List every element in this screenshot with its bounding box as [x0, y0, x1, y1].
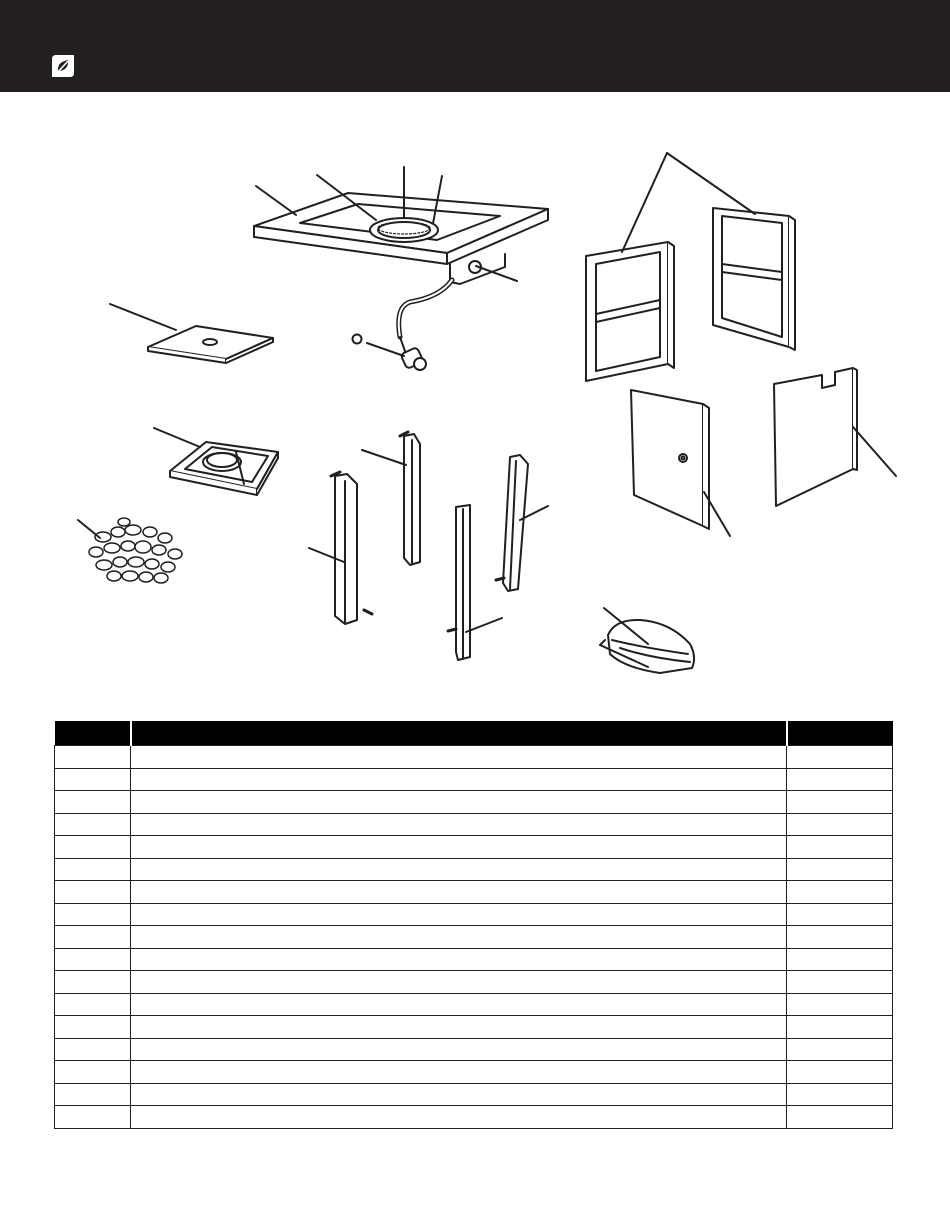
table-row — [55, 1083, 893, 1106]
table-row — [55, 836, 893, 859]
table-cell — [55, 813, 131, 836]
header-bar — [0, 0, 950, 92]
table-cell — [787, 926, 893, 949]
table-cell — [787, 836, 893, 859]
table-cell — [787, 768, 893, 791]
table-cell — [787, 858, 893, 881]
back-panel-icon — [774, 368, 896, 506]
column-header-description — [131, 721, 787, 746]
table-cell — [55, 971, 131, 994]
leg-icon — [496, 455, 548, 591]
table-cell — [55, 948, 131, 971]
table-cell — [787, 971, 893, 994]
table-row — [55, 858, 893, 881]
table-cell — [55, 768, 131, 791]
table-cell — [131, 971, 787, 994]
gas-hose-regulator-icon — [353, 335, 427, 371]
table-row — [55, 768, 893, 791]
exploded-parts-diagram — [0, 92, 950, 712]
table-cell — [131, 1106, 787, 1129]
table-cell — [787, 791, 893, 814]
leg-icon — [362, 432, 420, 565]
table-row — [55, 1038, 893, 1061]
table-row — [55, 1106, 893, 1129]
table-cell — [55, 993, 131, 1016]
table-cell — [55, 903, 131, 926]
table-cell — [131, 746, 787, 769]
table-cell — [131, 858, 787, 881]
parts-list-table — [54, 721, 893, 1129]
table-cell — [131, 1083, 787, 1106]
table-row — [55, 926, 893, 949]
table-cell — [55, 1106, 131, 1129]
table-row — [55, 948, 893, 971]
leaf-badge-icon — [51, 54, 75, 78]
lava-rocks-icon — [78, 518, 182, 583]
lid-cover-plate-icon — [110, 304, 273, 363]
table-cell — [131, 768, 787, 791]
table-row — [55, 993, 893, 1016]
table-cell — [55, 1083, 131, 1106]
table-cell — [55, 791, 131, 814]
table-cell — [131, 948, 787, 971]
table-cell — [55, 1061, 131, 1084]
leg-icon — [448, 505, 502, 660]
table-cell — [131, 881, 787, 904]
table-row — [55, 1061, 893, 1084]
table-cell — [131, 836, 787, 859]
table-cell — [55, 1016, 131, 1039]
table-cell — [131, 1061, 787, 1084]
table-cell — [131, 926, 787, 949]
table-cell — [131, 903, 787, 926]
table-cell — [787, 1016, 893, 1039]
door-panel-icon — [631, 390, 730, 536]
table-cell — [787, 1106, 893, 1129]
table-cell — [787, 903, 893, 926]
table-cell — [787, 1038, 893, 1061]
column-header-quantity — [787, 721, 893, 746]
table-cell — [55, 926, 131, 949]
table-cell — [787, 1061, 893, 1084]
table-cell — [131, 791, 787, 814]
table-cell — [787, 993, 893, 1016]
table-cell — [131, 1016, 787, 1039]
table-row — [55, 1016, 893, 1039]
table-cell — [787, 948, 893, 971]
table-cell — [131, 993, 787, 1016]
table-row — [55, 791, 893, 814]
table-top-frame-icon — [254, 167, 548, 337]
table-row — [55, 903, 893, 926]
side-panel-frame-icon — [586, 242, 674, 381]
table-cell — [787, 881, 893, 904]
burner-frame-icon — [154, 428, 278, 495]
table-row — [55, 813, 893, 836]
table-row — [55, 746, 893, 769]
table-cell — [55, 1038, 131, 1061]
table-cell — [55, 746, 131, 769]
table-cell — [787, 1083, 893, 1106]
burner-icon — [370, 218, 438, 242]
table-cell — [55, 881, 131, 904]
table-row — [55, 881, 893, 904]
table-cell — [55, 858, 131, 881]
table-row — [55, 971, 893, 994]
column-header-part — [55, 721, 131, 746]
table-cell — [55, 836, 131, 859]
table-cell — [131, 1038, 787, 1061]
table-cell — [787, 746, 893, 769]
table-header-row — [55, 721, 893, 746]
table-cell — [787, 813, 893, 836]
leg-icon — [309, 472, 372, 624]
cover-bag-icon — [600, 608, 694, 673]
table-cell — [131, 813, 787, 836]
